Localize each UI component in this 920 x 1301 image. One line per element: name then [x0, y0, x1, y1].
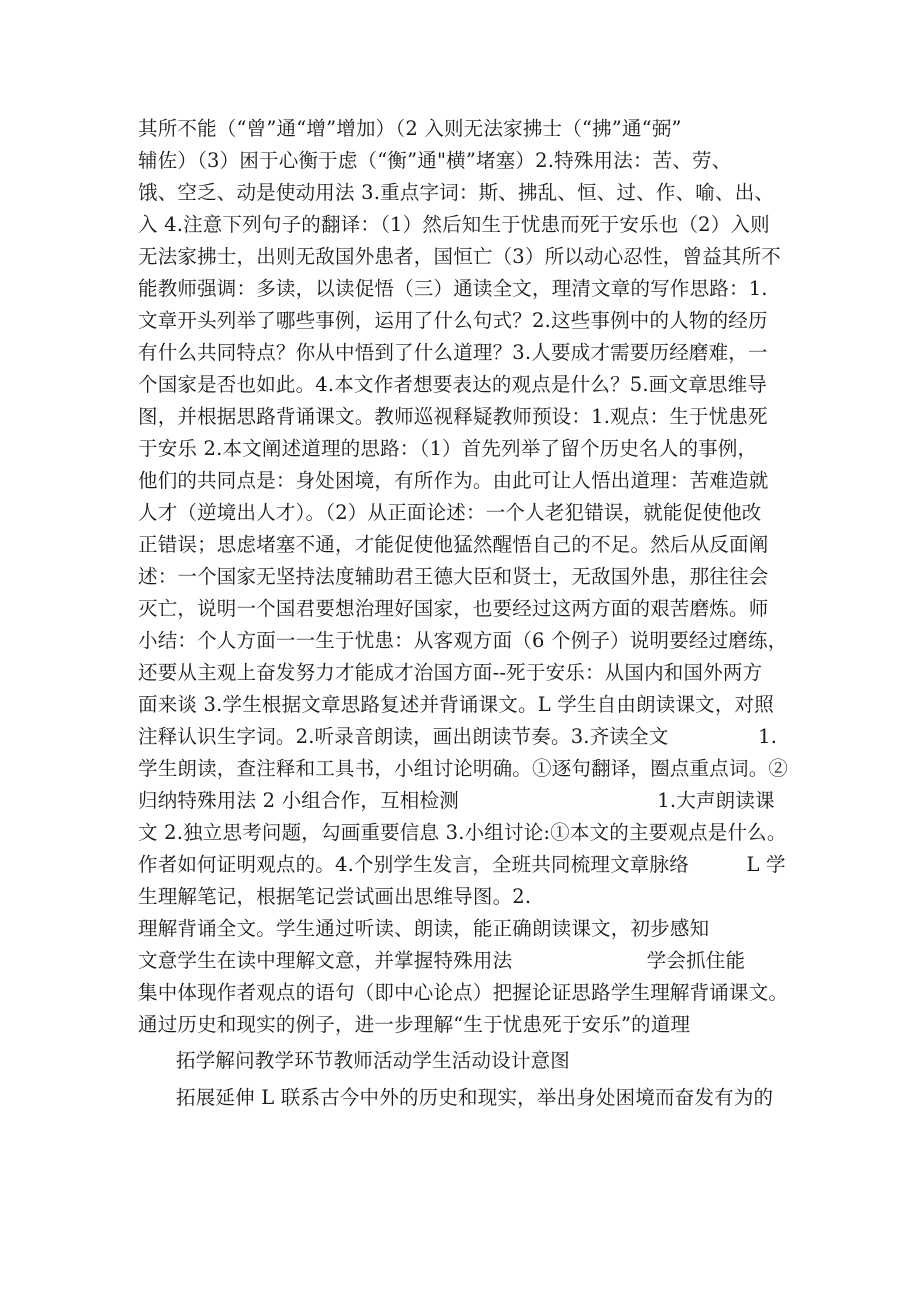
text-line: 面来谈 3.学生根据文章思路复述并背诵课文。L 学生自由朗读课文，对照: [138, 693, 774, 716]
text-line: 文章开头列举了哪些事例，运用了什么句式？2.这些事例中的人物的经历: [138, 309, 768, 332]
text-line: 学生朗读，查注释和工具书，小组讨论明确。①逐句翻译，圈点重点词。②: [138, 757, 789, 780]
text-line: 图，并根据思路背诵课文。教师巡视释疑教师预设：1.观点：生于忧患死: [138, 405, 768, 428]
text-line: 无法家拂士，出则无敌国外患者，国恒亡（3）所以动心忍性，曾益其所不: [138, 245, 782, 268]
text-line: 人才（逆境出人才）。（2）从正面论述：一个人老犯错误，就能促使他改: [138, 501, 762, 524]
text-line: 个国家是否也如此。4.本文作者想要表达的观点是什么？5.画文章思维导: [138, 373, 768, 396]
text-line: 小结：个人方面一一生于忧患：从客观方面（6 个例子）说明要经过磨练，: [138, 629, 788, 652]
text-line: 有什么共同特点？你从中悟到了什么道理？3.人要成才需要历经磨难，一: [138, 341, 768, 364]
indented-text-line: 拓学解问教学环节教师活动学生活动设计意图: [176, 1049, 571, 1072]
text-line: 注释认识生字词。2.听录音朗读，画出朗读节奏。3.齐读全文 1.: [138, 725, 778, 748]
text-line: 归纳特殊用法 2 小组合作，互相检测 1.大声朗读课: [138, 789, 775, 812]
text-line: 灭亡，说明一个国君要想治理好国家，也要经过这两方面的艰苦磨炼。师: [138, 597, 769, 620]
indented-text-line: 拓展延伸 L 联系古今中外的历史和现实，举出身处困境而奋发有为的: [176, 1086, 774, 1109]
text-line: 饿、空乏、动是使动用法 3.重点字词：斯、拂乱、恒、过、作、喻、出、: [138, 181, 775, 204]
text-line: 作者如何证明观点的。4.个别学生发言，全班共同梳理文章脉络 L 学: [138, 853, 786, 876]
text-line: 还要从主观上奋发努力才能成才治国方面--死于安乐：从国内和国外两方: [138, 661, 763, 684]
text-line: 文意学生在读中理解文意，并掌握特殊用法 学会抓住能: [138, 949, 746, 972]
text-line: 述：一个国家无坚持法度辅助君王德大臣和贤士，无敌国外患，那往往会: [138, 565, 769, 588]
text-line: 通过历史和现实的例子，进一步理解“生于忧患死于安乐”的道理: [138, 1013, 691, 1036]
text-line: 能教师强调：多读，以读促悟（三）通读全文，理清文章的写作思路：1.: [138, 277, 768, 300]
text-line: 他们的共同点是：身处困境，有所作为。由此可让人悟出道理：苦难造就: [138, 469, 769, 492]
text-line: 入 4.注意下列句子的翻译：（1）然后知生于忧患而死于安乐也（2）入则: [138, 213, 770, 236]
text-line: 正错误；思虑堵塞不通，才能促使他猛然醒悟自己的不足。然后从反面阐: [138, 533, 769, 556]
text-line: 其所不能（“曾”通“增”增加）（2 入则无法家拂士（“拂”通“弼”: [138, 117, 682, 140]
text-line: 理解背诵全文。学生通过听读、朗读，能正确朗读课文，初步感知: [138, 917, 710, 940]
text-line: 文 2.独立思考问题，勾画重要信息 3.小组讨论:①本文的主要观点是什么。: [138, 821, 787, 844]
text-line: 生理解笔记，根据笔记尝试画出思维导图。2.: [138, 885, 532, 908]
text-line: 集中体现作者观点的语句（即中心论点）把握论证思路学生理解背诵课文。: [138, 981, 789, 1004]
text-line: 辅佐）（3）困于心衡于虑（“衡”通"横”堵塞）2.特殊用法：苦、劳、: [138, 149, 732, 172]
text-line: 于安乐 2.本文阐述道理的思路：（1）首先列举了留个历史名人的事例，: [138, 437, 758, 460]
